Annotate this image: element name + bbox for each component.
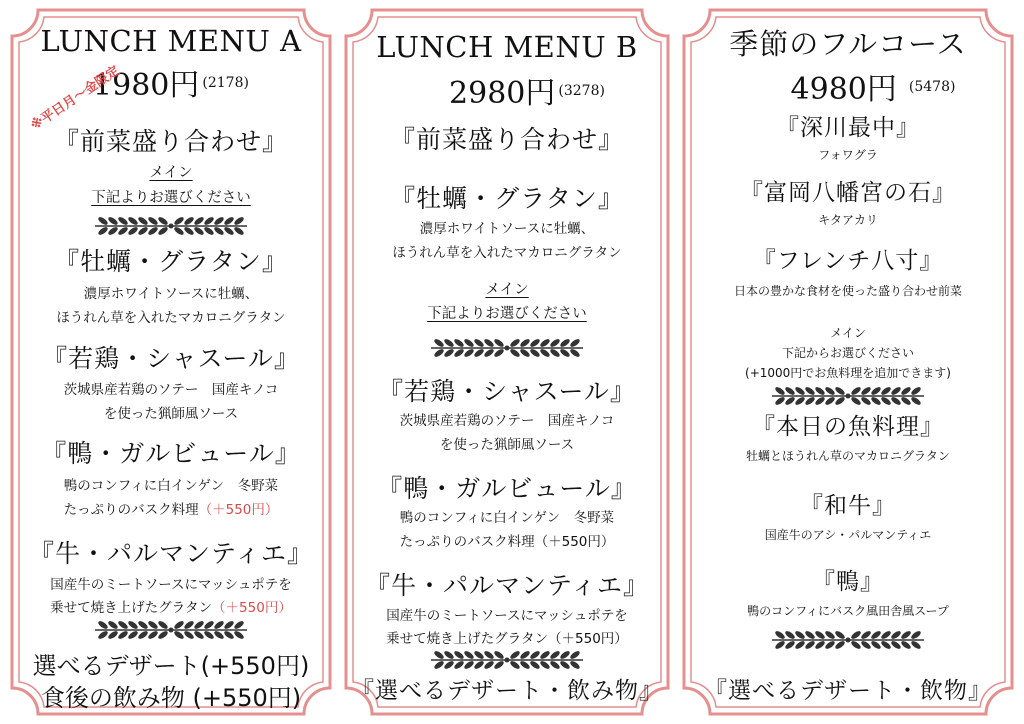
menu-a-chicken-desc-1: 茨城県産若鶏のソテー 国産キノコ — [63, 382, 279, 398]
menu-a-appetizer: 『前菜盛り合わせ』 — [53, 127, 288, 156]
menu-b-price-tax: (3278) — [558, 83, 605, 99]
menu-c-duck-desc: 鴨のコンフィにバスク風田舎風スープ — [747, 604, 949, 618]
menu-a-duck: 『鴨・ガルビュール』 — [41, 439, 301, 468]
menu-c-fish-of-day: 『本日の魚料理』 — [752, 414, 944, 440]
menu-c-tomioka-desc: キタアカリ — [818, 213, 878, 227]
menu-a-oyster-desc-2: ほうれん草を入れたマカロニグラタン — [56, 310, 286, 326]
menu-b-dessert-drink: 『選べるデザート・飲み物』 — [351, 678, 663, 704]
menu-c-choose-label: 下記からお選びください — [781, 346, 914, 360]
menu-c-main-label: メイン — [830, 326, 866, 340]
menu-b-price — [342, 68, 672, 112]
menu-c-tomioka-stone: 『富岡八幡宮の石』 — [740, 180, 956, 206]
menu-b-main-label: メイン — [485, 282, 529, 298]
menu-c-dessert-drink: 『選べるデザート・飲物』 — [704, 678, 992, 704]
menu-c-wagyu: 『和牛』 — [800, 493, 896, 519]
menu-b-duck-desc-1: 鴨のコンフィに白インゲン 冬野菜 — [399, 510, 615, 526]
menu-c-price — [680, 64, 1016, 108]
menu-c-duck: 『鴨』 — [812, 569, 884, 595]
menu-b-duck: 『鴨・ガルビュール』 — [377, 474, 637, 503]
menu-a-price-tax: (2178) — [202, 75, 249, 91]
menu-c-price-value: 4980円 — [790, 72, 897, 107]
menu-a-panel — [8, 6, 334, 718]
menu-b-duck-desc-2: たっぷりのバスク料理（＋550円） — [399, 534, 615, 550]
menu-c-hassun-desc: 日本の豊かな食材を使った盛り合わせ前菜 — [733, 284, 962, 298]
menu-a-oyster-desc-1: 濃厚ホワイトソースに牡蠣、 — [83, 286, 259, 302]
menu-c-french-hassun: 『フレンチ八寸』 — [752, 248, 944, 274]
laurel-divider — [425, 336, 589, 360]
menu-a-chicken: 『若鶏・シャスール』 — [42, 344, 300, 373]
menu-c-fish-desc: 牡蠣とほうれん草のマカロニグラタン — [746, 449, 950, 463]
menu-b-beef-desc-1: 国産牛のミートソースにマッシュポテを — [386, 608, 628, 624]
menu-a-duck-surcharge: （＋550円） — [198, 502, 279, 518]
menu-c-fish-note: (+1000円でお魚料理を追加できます) — [745, 366, 951, 380]
menu-a-main-label: メイン — [149, 165, 193, 181]
menu-a-beef-surcharge: （＋550円） — [212, 600, 292, 616]
menu-b-oyster-desc-2: ほうれん草を入れたマカロニグラタン — [392, 245, 622, 261]
laurel-divider — [766, 384, 930, 408]
menu-b-appetizer: 『前菜盛り合わせ』 — [389, 125, 624, 154]
menu-b-beef: 『牛・パルマンティエ』 — [364, 571, 649, 600]
menu-b-panel — [342, 6, 672, 718]
menu-b-title: LUNCH MENU B — [376, 30, 638, 64]
menu-a-drink: 食後の飲み物 (+550円) — [40, 684, 302, 712]
menu-c-title: 季節のフルコース — [729, 27, 967, 61]
menu-a-beef: 『牛・パルマンティエ』 — [28, 539, 313, 568]
menu-b-chicken: 『若鶏・シャスール』 — [378, 377, 636, 406]
menu-c-price-tax: (5478) — [908, 79, 956, 95]
laurel-divider — [425, 648, 589, 672]
menu-a-choose-label: 下記よりお選びください — [91, 190, 251, 206]
menu-b-oyster-gratin: 『牡蠣・グラタン』 — [390, 184, 624, 213]
menu-c-fukagawa-desc: フォワグラ — [818, 148, 878, 162]
laurel-divider — [89, 618, 253, 642]
menu-a-duck-desc-1: 鴨のコンフィに白インゲン 冬野菜 — [63, 478, 279, 494]
menu-b-chicken-desc-2: を使った猟師風ソース — [439, 437, 575, 453]
menu-b-chicken-desc-1: 茨城県産若鶏のソテー 国産キノコ — [399, 413, 615, 429]
menu-a-duck-desc-2: たっぷりのバスク料理（＋550円） — [63, 502, 279, 518]
menu-a-oyster-gratin: 『牡蠣・グラタン』 — [54, 247, 288, 276]
laurel-divider — [766, 628, 930, 652]
menu-b-choose-label: 下記よりお選びください — [427, 306, 587, 322]
menu-c-panel — [680, 6, 1016, 718]
menu-c-fukagawa-monaka: 『深川最中』 — [776, 115, 920, 141]
menu-a-weekday-note: ※平日月〜金限定 — [28, 63, 123, 134]
menu-a-beef-desc-2: 乗せて焼き上げたグラタン（＋550円） — [50, 600, 292, 616]
menu-a-price-value: 1980円 — [93, 68, 200, 103]
menu-b-oyster-desc-1: 濃厚ホワイトソースに牡蠣、 — [419, 221, 595, 237]
menu-a-chicken-desc-2: を使った猟師風ソース — [103, 406, 239, 422]
menu-c-wagyu-desc: 国産牛のアシ・パルマンティエ — [764, 528, 932, 542]
menu-b-price-value: 2980円 — [449, 76, 556, 111]
menu-a-title: LUNCH MENU A — [40, 24, 302, 58]
laurel-divider — [89, 214, 253, 238]
menu-a-dessert: 選べるデザート(+550円) — [32, 652, 310, 680]
menu-a-beef-desc-1: 国産牛のミートソースにマッシュポテを — [50, 577, 292, 593]
menu-b-beef-desc-2: 乗せて焼き上げたグラタン（＋550円） — [386, 631, 628, 647]
